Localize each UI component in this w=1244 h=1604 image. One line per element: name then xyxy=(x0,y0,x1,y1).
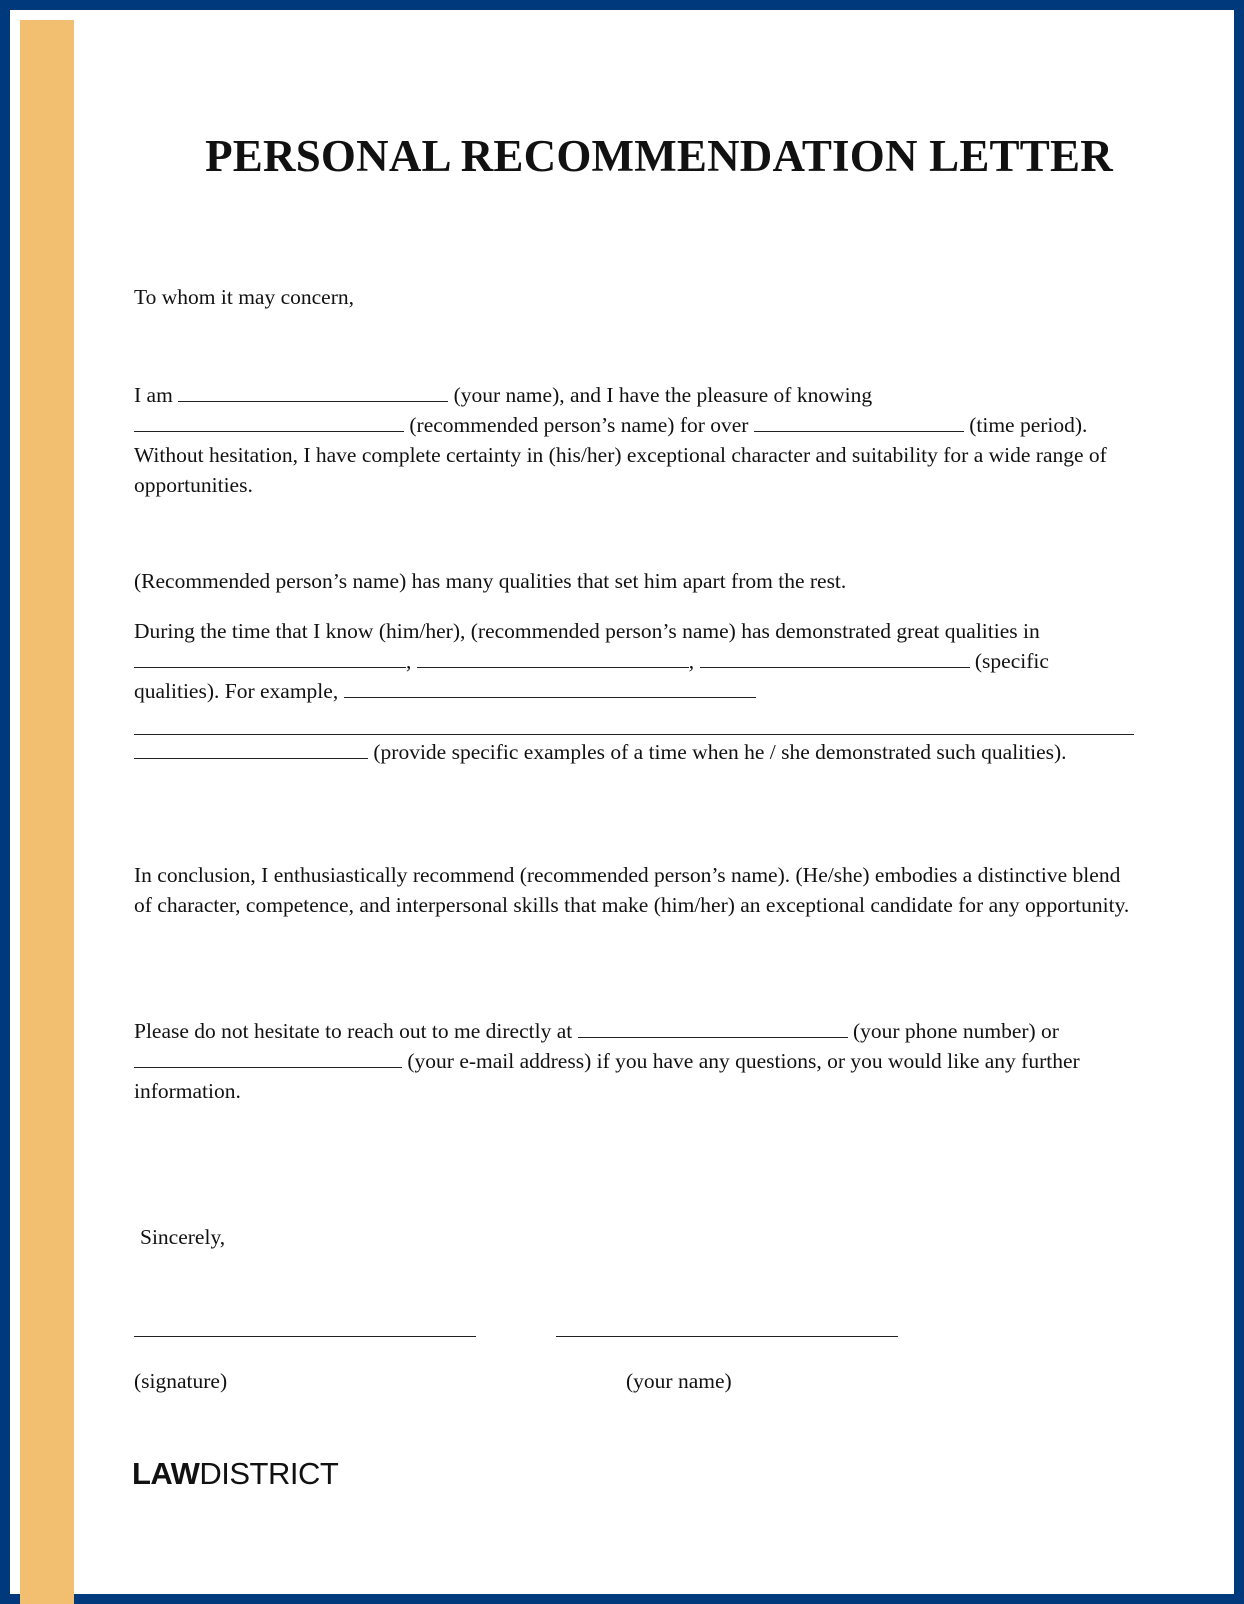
intro-text-b: (your name), and I have the pleasure of knowing xyxy=(453,383,873,407)
logo-light-part: DISTRICT xyxy=(199,1456,339,1491)
recommended-name-blank[interactable] xyxy=(134,411,404,432)
qualities-text-a: During the time that I know (him/her), (recommended person’s name) has demonstrated great qualities in xyxy=(134,619,1040,643)
example-blank-line[interactable] xyxy=(134,706,1134,735)
qualities-paragraph xyxy=(134,616,1134,767)
contact-paragraph xyxy=(134,1016,1134,1106)
intro-text-c: (recommended person’s name) for over xyxy=(409,413,749,437)
signature-label: (signature) xyxy=(134,1369,228,1393)
comma: , xyxy=(688,649,695,673)
letter-page xyxy=(74,20,1244,1604)
letter-title: PERSONAL RECOMMENDATION LETTER xyxy=(205,131,1113,181)
name-line[interactable] xyxy=(556,1336,898,1337)
comma: , xyxy=(406,649,412,673)
lawdistrict-logo xyxy=(132,1456,338,1492)
intro-text-d: (time period). Without hesitation, I have complete certainty in (his/her) exceptional character and suitability for a wide range of opportunities. xyxy=(134,413,1107,497)
qualities-text-b: (specific qualities). For example, xyxy=(134,649,1049,703)
example-blank-2[interactable] xyxy=(134,738,368,759)
conclusion-paragraph: In conclusion, I enthusiastically recommend (recommended person’s name). (He/she) embodies a distinctive blend of character, competence, and interpersonal skills that make (him/her) an exceptional candidate for any opportunity. xyxy=(134,863,1130,917)
contact-text-c: (your e-mail address) if you have any questions, or you would like any further information. xyxy=(134,1049,1080,1103)
qualities-text-c: (provide specific examples of a time when he / she demonstrated such qualities). xyxy=(373,740,1067,764)
closing: Sincerely, xyxy=(140,1225,226,1249)
name-label: (your name) xyxy=(626,1369,732,1393)
example-blank-1[interactable] xyxy=(344,677,756,698)
email-blank[interactable] xyxy=(134,1047,402,1068)
quality-blank-1[interactable] xyxy=(134,647,406,668)
quality-blank-3[interactable] xyxy=(700,647,970,668)
greeting: To whom it may concern, xyxy=(134,285,355,309)
accent-stripe xyxy=(20,20,74,1604)
qualities-intro: (Recommended person’s name) has many qualities that set him apart from the rest. xyxy=(134,569,847,593)
quality-blank-2[interactable] xyxy=(417,647,689,668)
time-period-blank[interactable] xyxy=(754,411,964,432)
contact-text-b: (your phone number) or xyxy=(852,1019,1059,1043)
contact-text-a: Please do not hesitate to reach out to me directly at xyxy=(134,1019,573,1043)
phone-number-blank[interactable] xyxy=(578,1017,848,1038)
intro-paragraph xyxy=(134,380,1134,500)
signature-line[interactable] xyxy=(134,1336,476,1337)
intro-text-a: I am xyxy=(134,383,173,407)
logo-bold-part: LAW xyxy=(132,1456,200,1491)
your-name-blank[interactable] xyxy=(178,381,448,402)
